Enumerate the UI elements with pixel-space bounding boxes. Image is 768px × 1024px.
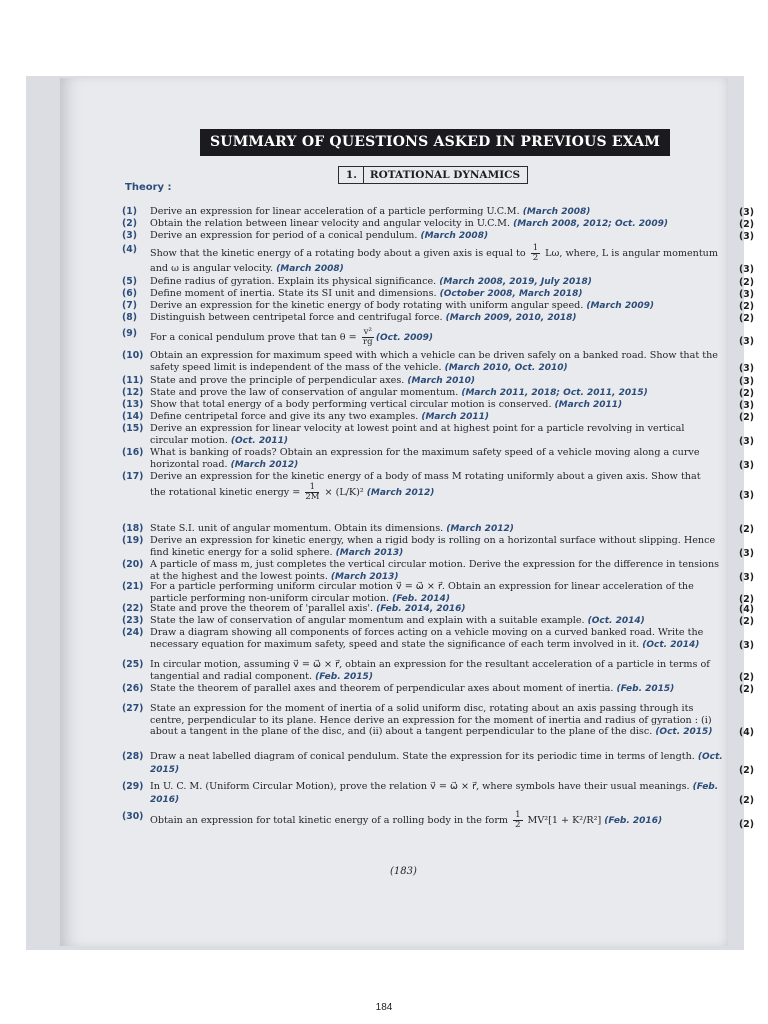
question-number: (10) (122, 350, 144, 361)
question-number: (22) (122, 603, 144, 614)
question-text: Distinguish between centripetal force and centrifugal force. (March 2009, 2010, 2018) (150, 312, 577, 323)
question-text: State the law of conservation of angular momentum and explain with a suitable example. (Oct. 2014) (150, 615, 645, 626)
book-page (60, 78, 754, 946)
question-number: (4) (122, 244, 137, 255)
question-item (122, 703, 754, 739)
question-item (122, 411, 754, 424)
question-text: Show that total energy of a body performing vertical circular motion is conserved. (March 2011) (150, 399, 623, 410)
question-number: (19) (122, 535, 144, 546)
marks: (3) (739, 335, 754, 347)
exam-reference: (March 2012) (446, 524, 514, 534)
marks: (4) (739, 604, 754, 615)
marks: (2) (739, 412, 754, 423)
exam-reference: (Oct. 2009) (375, 333, 434, 343)
marks: (3) (739, 264, 754, 275)
page-number-inner: (183) (390, 866, 417, 877)
exam-reference: (March 2012) (366, 487, 435, 498)
question-item (122, 471, 754, 502)
question-text: Draw a neat labelled diagram of conical pendulum. State the expression for its periodic time in terms of length. (Oct. 2015) (150, 751, 723, 775)
question-item (122, 683, 754, 696)
marks: (2) (739, 593, 754, 605)
question-item (122, 559, 754, 583)
question-item (122, 218, 754, 231)
question-text: What is banking of roads? Obtain an expression for the maximum safety speed of a vehicle moving along a curve horizontal road. (March 2012) (150, 447, 700, 470)
question-number: (18) (122, 523, 144, 534)
question-number: (30) (122, 811, 144, 822)
question-item (122, 288, 754, 301)
marks: (2) (739, 684, 754, 695)
marks: (3) (739, 571, 754, 583)
exam-reference: (Feb. 2014) (392, 593, 450, 604)
exam-reference: (March 2009) (586, 301, 654, 311)
marks: (2) (739, 794, 754, 806)
question-text: State and prove the theorem of 'parallel axis'. (Feb. 2014, 2016) (150, 603, 466, 614)
fraction: $\frac{1}{2}$ (532, 243, 539, 263)
marks: (3) (739, 547, 754, 559)
marks: (2) (739, 301, 754, 312)
question-item (122, 350, 754, 374)
question-number: (23) (122, 615, 144, 626)
question-item (122, 751, 754, 776)
question-item (122, 603, 754, 616)
question-item (122, 244, 754, 276)
summary-header: SUMMARY OF QUESTIONS ASKED IN PREVIOUS EXAM (200, 129, 670, 156)
question-text: State an expression for the moment of inertia of a solid uniform disc, rotating about an axis passing through its centre, perpendicular to its plane. Hence derive an expression for the moment of inertia and radius of gyration : (i) about a tangent in the plane of the disc, and (ii) about a tangent perpendicular to the plane of the disc. (Oct. 2015) (150, 703, 713, 737)
exam-reference: (Feb. 2016) (150, 782, 719, 805)
question-item (122, 535, 754, 559)
exam-reference: (March 2008) (522, 207, 591, 217)
question-text: Define centripetal force and give its any two examples. (March 2011) (150, 411, 489, 422)
question-number: (25) (122, 659, 144, 670)
exam-reference: (March 2008) (420, 231, 489, 241)
question-number: (16) (122, 447, 144, 458)
marks: (2) (739, 524, 754, 535)
marks: (3) (739, 639, 754, 651)
marks: (3) (739, 376, 754, 387)
exam-reference: (Feb. 2015) (616, 684, 675, 694)
marks: (3) (739, 459, 754, 471)
question-number: (8) (122, 312, 137, 323)
question-item (122, 523, 754, 536)
question-number: (9) (122, 328, 137, 339)
question-number: (15) (122, 423, 144, 434)
question-text: Obtain an expression for maximum speed with which a vehicle can be driven safely on a banked road. Show that the safety speed limit is independent of the mass of the vehicle. (March 2010, Oct. 2010) (150, 350, 718, 373)
exam-reference: (October 2008, March 2018) (439, 289, 583, 299)
question-item (122, 615, 754, 628)
chapter-number: 1. (340, 167, 364, 183)
question-item (122, 230, 754, 243)
marks: (3) (739, 400, 754, 411)
question-item (122, 276, 754, 289)
exam-reference: (March 2009, 2010, 2018) (445, 313, 577, 323)
marks: (4) (739, 727, 754, 738)
exam-reference: (March 2010) (407, 376, 476, 386)
exam-reference: (Feb. 2015) (315, 671, 373, 682)
exam-reference: (March 2013) (335, 547, 404, 558)
question-text: For a conical pendulum prove that tan θ = $\frac{\text{v²}}{rg}$ (Oct. 2009) (150, 327, 434, 347)
question-number: (7) (122, 300, 137, 311)
question-text: Draw a diagram showing all components of forces acting on a vehicle moving on a curved banked road. Write the necessary equation for maximum safety, speed and state the significance of each term involved in it. (Oct. 2014) (150, 627, 704, 650)
question-text: Define moment of inertia. State its SI unit and dimensions. (October 2008, March 2018) (150, 288, 583, 299)
question-text: Derive an expression for linear acceleration of a particle performing U.C.M. (March 2008) (150, 206, 591, 217)
fraction: $\frac{1}{2}$ (515, 810, 521, 830)
question-text: Derive an expression for kinetic energy, when a rigid body is rolling on a horizontal surface without slipping. Hence find kinetic energy for a solid sphere. (March 2013) (150, 535, 716, 558)
marks: (3) (739, 289, 754, 300)
question-number: (20) (122, 559, 144, 570)
question-item (122, 423, 754, 447)
marks: (3) (739, 435, 754, 447)
question-number: (3) (122, 230, 137, 241)
exam-reference: (March 2008, 2019, July 2018) (439, 277, 592, 287)
question-text: Obtain the relation between linear velocity and angular velocity in U.C.M. (March 2008, 2012; Oct. 2009) (150, 218, 668, 229)
question-number: (14) (122, 411, 144, 422)
exam-reference: (March 2013) (330, 571, 399, 582)
exam-reference: (March 2011, 2018; Oct. 2011, 2015) (461, 388, 648, 398)
marks: (2) (739, 219, 754, 230)
question-item (122, 328, 754, 347)
question-item (122, 312, 754, 325)
question-text: Show that the kinetic energy of a rotating body about a given axis is equal to $\frac{1}{2}$ Lω, where, L is angular momentum and ω is angular velocity. (March 2008) (150, 243, 718, 274)
marks: (2) (739, 616, 754, 627)
chapter-title: ROTATIONAL DYNAMICS (369, 169, 521, 181)
exam-reference: (Feb. 2014, 2016) (376, 604, 466, 614)
question-number: (17) (122, 471, 144, 482)
question-text: Obtain an expression for total kinetic energy of a rolling body in the form $\frac{1}{2}$ MV²[1 + K²/R²] (Feb. 2016) (150, 810, 663, 830)
question-number: (2) (122, 218, 137, 229)
question-text: In U. C. M. (Uniform Circular Motion), prove the relation v⃗ = ω⃗ × r⃗, where symbols have their usual meanings. (Feb. 2016) (150, 781, 719, 805)
exam-reference: (Oct. 2011) (230, 435, 288, 446)
question-item (122, 627, 754, 651)
question-text: Derive an expression for linear velocity at lowest point and at highest point for a particle revolving in vertical circular motion. (Oct. 2011) (150, 423, 685, 446)
marks: (2) (739, 313, 754, 324)
question-item (122, 206, 754, 219)
marks: (3) (739, 362, 754, 374)
marks: (2) (739, 818, 754, 830)
marks: (3) (739, 207, 754, 218)
question-text: Derive an expression for period of a conical pendulum. (March 2008) (150, 230, 489, 241)
question-item (122, 300, 754, 313)
marks: (2) (739, 671, 754, 683)
page-photo (26, 76, 754, 950)
question-text: Derive an expression for the kinetic energy of body rotating with uniform angular speed. (March 2009) (150, 300, 654, 311)
question-text: Derive an expression for the kinetic energy of a body of mass M rotating uniformly about a given axis. Show that the rotational kinetic energy = $\frac{1}{2M}$ × (L/K)² (March 2012) (150, 471, 701, 502)
fraction: $\frac{\text{v²}}{rg}$ (363, 327, 373, 347)
question-number: (11) (122, 375, 144, 386)
marks: (2) (739, 277, 754, 288)
exam-reference: (March 2010, Oct. 2010) (444, 362, 568, 373)
question-number: (5) (122, 276, 137, 287)
question-item (122, 659, 754, 683)
exam-reference: (Oct. 2014) (587, 616, 645, 626)
question-text: In circular motion, assuming v⃗ = ω⃗ × r⃗, obtain an expression for the resultant acceleration of a particle in terms of tangential and radial component. (Feb. 2015) (150, 659, 710, 682)
question-item (122, 447, 754, 471)
question-item (122, 781, 754, 806)
question-text: A particle of mass m, just completes the vertical circular motion. Derive the expression for the difference in tensions at the highest and the lowest points. (March 2013) (150, 559, 720, 582)
question-number: (27) (122, 703, 144, 714)
question-item (122, 387, 754, 400)
question-number: (13) (122, 399, 144, 410)
question-number: (21) (122, 581, 144, 592)
marks: (2) (739, 388, 754, 399)
question-number: (24) (122, 627, 144, 638)
question-text: State and prove the law of conservation of angular momentum. (March 2011, 2018; Oct. 2011, 2015) (150, 387, 648, 398)
section-label: Theory : (125, 182, 172, 193)
exam-reference: (March 2008, 2012; Oct. 2009) (513, 219, 668, 229)
question-number: (6) (122, 288, 137, 299)
question-text: Define radius of gyration. Explain its physical significance. (March 2008, 2019, July 2018) (150, 276, 592, 287)
exam-reference: (Oct. 2015) (655, 727, 713, 737)
exam-reference: (Feb. 2016) (604, 816, 663, 826)
question-item (122, 581, 754, 605)
exam-reference: (Oct. 2015) (150, 752, 723, 775)
question-number: (1) (122, 206, 137, 217)
question-item (122, 399, 754, 412)
exam-reference: (March 2011) (421, 412, 489, 422)
exam-reference: (March 2008) (276, 264, 344, 274)
page-number: 184 (375, 1002, 393, 1013)
exam-reference: (Oct. 2014) (642, 639, 700, 650)
marks: (3) (739, 231, 754, 242)
question-number: (12) (122, 387, 144, 398)
fraction: $\frac{1}{2M}$ (305, 481, 320, 502)
exam-reference: (March 2012) (230, 459, 299, 470)
question-number: (29) (122, 781, 144, 792)
exam-reference: (March 2011) (554, 400, 623, 410)
question-text: State and prove the principle of perpendicular axes. (March 2010) (150, 375, 476, 386)
question-item (122, 375, 754, 388)
question-number: (26) (122, 683, 144, 694)
question-number: (28) (122, 751, 144, 762)
question-text: State S.I. unit of angular momentum. Obtain its dimensions. (March 2012) (150, 523, 514, 534)
question-text: For a particle performing uniform circular motion v⃗ = ω⃗ × r⃗. Obtain an expression for linear acceleration of the particle performing non-uniform circular motion. (Feb. 2014) (150, 581, 694, 604)
chapter-heading (338, 166, 528, 184)
marks: (2) (739, 764, 754, 776)
question-item (122, 811, 754, 830)
marks: (3) (739, 490, 754, 501)
question-text: State the theorem of parallel axes and theorem of perpendicular axes about moment of inertia. (Feb. 2015) (150, 683, 675, 694)
